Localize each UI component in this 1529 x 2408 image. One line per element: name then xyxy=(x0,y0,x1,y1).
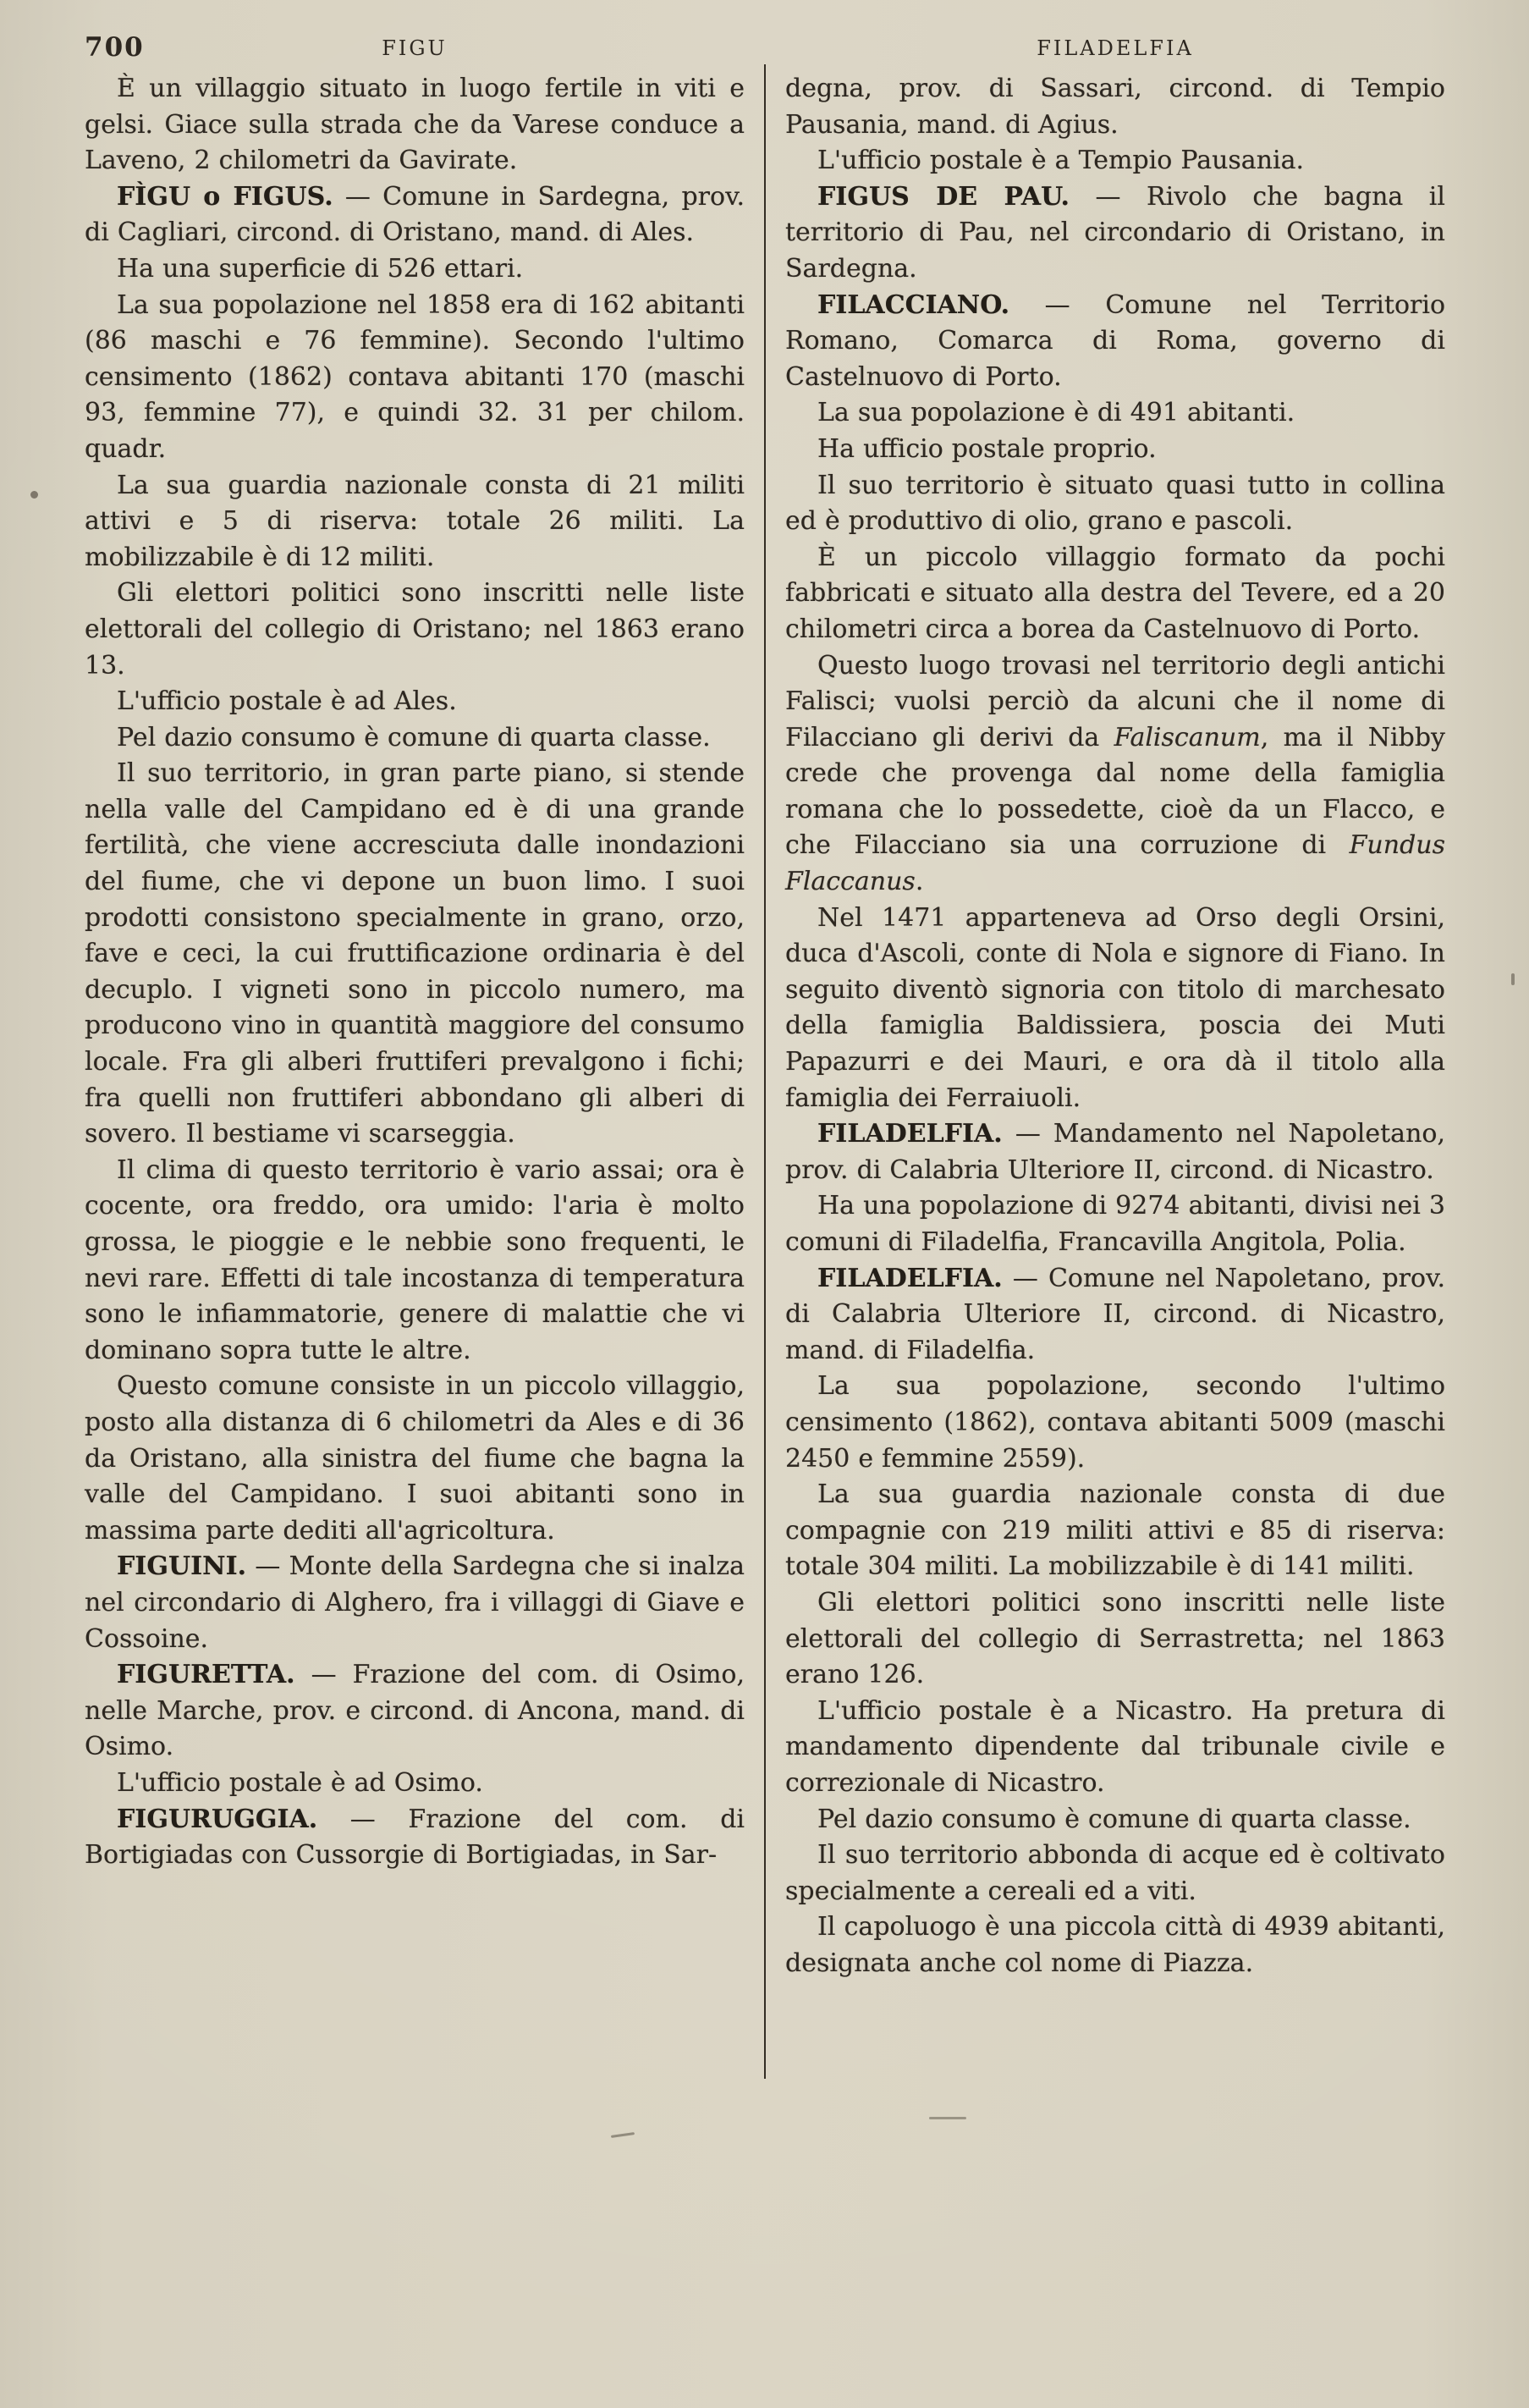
paragraph xyxy=(85,756,745,1153)
text-run: La sua guardia nazionale consta di due compagnie con 219 militi attivi e 85 di riserva: totale 304 militi. La mobilizzabile è di 141 militi. xyxy=(785,1480,1445,1582)
paragraph xyxy=(785,432,1445,468)
paragraph xyxy=(785,648,1445,901)
text-run: Ha una popolazione di 9274 abitanti, divisi nei 3 comuni di Filadelfia, Francavilla Angitola, Polia. xyxy=(785,1191,1445,1257)
paragraph xyxy=(785,1585,1445,1694)
paragraph xyxy=(785,468,1445,540)
running-head-right: FILADELFIA xyxy=(1037,36,1194,60)
text-run: La sua popolazione nel 1858 era di 162 abitanti (86 maschi e 76 femmine). Secondo l'ultimo censimento (1862) contava abitanti 170 (maschi 93, femmine 77), e quindi 32. 31 per chilom. quadr. xyxy=(85,289,745,464)
paragraph xyxy=(85,576,745,684)
paragraph xyxy=(85,684,745,720)
entry-headword: FIGURUGGIA. xyxy=(117,1804,318,1834)
text-run: Ha una superficie di 526 ettari. xyxy=(117,253,524,284)
text-run: Questo comune consiste in un piccolo villaggio, posto alla distanza di 6 chilometri da Ales e di 36 da Oristano, alla sinistra del fiume che bagna la valle del Campidano. I suoi abitanti sono in massima parte dediti all'agricoltura. xyxy=(85,1371,745,1546)
entry-headword: FIGUS DE PAU. xyxy=(817,181,1070,212)
paragraph xyxy=(785,1477,1445,1585)
text-run: — Monte della Sardegna che si inalza nel circondario di Alghero, fra i villaggi di Giave e Cossoine. xyxy=(85,1551,745,1654)
scan-speck xyxy=(1511,973,1515,985)
paragraph xyxy=(785,1802,1445,1838)
text-run: Il suo territorio, in gran parte piano, si stende nella valle del Campidano ed è di una grande fertilità, che viene accresciuta dalle inondazioni del fiume, che vi depone un buon limo. I suoi prodotti consistono specialmente in grano, orzo, fave e ceci, la cui fruttificazione ordinaria è del decuplo. I vigneti sono in piccolo numero, ma producono vino in quantità maggiore del consumo locale. Fra gli alberi fruttiferi prevalgono i fichi; fra quelli non fruttiferi abbondano gli alberi di sovero. Il bestiame vi scarseggia. xyxy=(85,758,745,1149)
text-run: Gli elettori politici sono inscritti nelle liste elettorali del collegio di Serrastretta; nel 1863 erano 126. xyxy=(785,1587,1445,1690)
paragraph xyxy=(85,251,745,288)
text-run: Il clima di questo territorio è vario assai; ora è cocente, ora freddo, ora umido: l'aria è molto grossa, le pioggie e le nebbie sono frequenti, le nevi rare. Effetti di tale incostanza di temperatura sono le infiammatorie, genere di malattie che vi dominano sopra tutte le altre. xyxy=(85,1154,745,1365)
text-run: . xyxy=(915,867,924,897)
paragraph xyxy=(85,720,745,757)
entry-paragraph xyxy=(85,1802,745,1874)
paragraph xyxy=(785,1188,1445,1260)
text-run: , ma il Nibby crede che provenga dal nome della famiglia romana che lo possedette, cioè da un Flacco, e che Filacciano sia una corruzione di xyxy=(785,722,1446,861)
right-column xyxy=(785,71,1445,1981)
paragraph xyxy=(85,1369,745,1549)
text-run: — Comune nel Territorio Romano, Comarca di Roma, governo di Castelnuovo di Porto. xyxy=(785,289,1445,392)
text-run: — Frazione del com. di Bortigiadas con Cussorgie di Bortigiadas, in Sar- xyxy=(85,1804,745,1871)
text-run: Ha ufficio postale proprio. xyxy=(817,433,1157,464)
entry-headword: FILADELFIA. xyxy=(817,1119,1003,1149)
text-run: Nel 1471 apparteneva ad Orso degli Orsini, duca d'Ascoli, conte di Nola e signore di Fiano. In seguito diventò signoria con titolo di marchesato della famiglia Baldissiera, poscia dei Muti Papazurri e dei Mauri, e ora dà il titolo alla famiglia dei Ferraiuoli. xyxy=(785,902,1445,1113)
text-run: L'ufficio postale è ad Osimo. xyxy=(117,1767,483,1798)
scan-mark xyxy=(929,2117,966,2119)
paragraph xyxy=(85,288,745,468)
left-column xyxy=(85,71,745,1981)
text-columns xyxy=(85,71,1445,1981)
text-run: Gli elettori politici sono inscritti nelle liste elettorali del collegio di Oristano; nel 1863 erano 13. xyxy=(85,578,745,681)
text-run: — Rivolo che bagna il territorio di Pau, nel circondario di Oristano, in Sardegna. xyxy=(785,181,1445,284)
paragraph xyxy=(85,71,745,179)
entry-headword: FÌGU o FIGUS. xyxy=(117,181,333,212)
scan-speck xyxy=(30,491,38,499)
paragraph xyxy=(785,901,1445,1117)
italic-text: Fundus Flaccanus xyxy=(785,830,1445,897)
paragraph xyxy=(85,1766,745,1802)
entry-paragraph xyxy=(785,288,1445,396)
text-run: Questo luogo trovasi nel territorio degli antichi Falisci; vuolsi perciò da alcuni che il nome di Filacciano gli derivi da xyxy=(785,650,1445,752)
paragraph xyxy=(785,71,1445,143)
text-run: Pel dazio consumo è comune di quarta classe. xyxy=(117,722,711,752)
entry-paragraph xyxy=(785,179,1445,288)
text-run: — Comune nel Napoletano, prov. di Calabria Ulteriore II, circond. di Nicastro, mand. di Filadelfia. xyxy=(785,1263,1445,1365)
entry-paragraph xyxy=(85,179,745,251)
text-run: L'ufficio postale è a Nicastro. Ha pretura di mandamento dipendente dal tribunale civile e correzionale di Nicastro. xyxy=(785,1695,1445,1798)
entry-paragraph xyxy=(85,1549,745,1657)
paragraph xyxy=(785,1694,1445,1802)
entry-paragraph xyxy=(785,1116,1445,1188)
text-run: La sua popolazione, secondo l'ultimo censimento (1862), contava abitanti 5009 (maschi 2450 e femmine 2559). xyxy=(785,1371,1445,1474)
paragraph xyxy=(785,395,1445,432)
entry-headword: FIGURETTA. xyxy=(117,1660,295,1690)
running-header xyxy=(85,32,1445,66)
italic-text: Faliscanum xyxy=(1114,722,1261,752)
running-head-left: FIGU xyxy=(382,36,448,60)
text-run: Il capoluogo è una piccola città di 4939 abitanti, designata anche col nome di Piazza. xyxy=(785,1912,1445,1978)
text-run: La sua popolazione è di 491 abitanti. xyxy=(817,398,1295,428)
page-number: 700 xyxy=(85,32,145,63)
text-run: L'ufficio postale è a Tempio Pausania. xyxy=(817,146,1305,176)
text-run: Pel dazio consumo è comune di quarta classe. xyxy=(817,1804,1411,1834)
entry-headword: FILADELFIA. xyxy=(817,1263,1003,1293)
entry-headword: FILACCIANO. xyxy=(817,289,1010,320)
text-run: È un piccolo villaggio formato da pochi fabbricati e situato alla destra del Tevere, ed a 20 chilometri circa a borea da Castelnuovo di Porto. xyxy=(785,542,1445,644)
paragraph xyxy=(785,1838,1445,1909)
text-run: Il suo territorio abbonda di acque ed è coltivato specialmente a cereali ed a viti. xyxy=(785,1840,1445,1906)
paragraph xyxy=(85,1153,745,1369)
text-run: Il suo territorio è situato quasi tutto in collina ed è produttivo di olio, grano e pascoli. xyxy=(785,470,1445,537)
paragraph xyxy=(785,1369,1445,1477)
entry-paragraph xyxy=(85,1657,745,1766)
text-run: — Mandamento nel Napoletano, prov. di Calabria Ulteriore II, circond. di Nicastro. xyxy=(785,1119,1445,1185)
text-run: La sua guardia nazionale consta di 21 militi attivi e 5 di riserva: totale 26 militi. La mobilizzabile è di 12 militi. xyxy=(85,470,745,572)
scan-mark xyxy=(611,2132,635,2138)
entry-headword: FIGUINI. xyxy=(117,1551,247,1582)
entry-paragraph xyxy=(785,1261,1445,1369)
text-run: — Frazione del com. di Osimo, nelle Marche, prov. e circond. di Ancona, mand. di Osimo. xyxy=(85,1660,745,1762)
text-run: L'ufficio postale è ad Ales. xyxy=(117,686,457,717)
paragraph xyxy=(785,143,1445,179)
text-run: È un villaggio situato in luogo fertile in viti e gelsi. Giace sulla strada che da Varese conduce a Laveno, 2 chilometri da Gavirate. xyxy=(85,74,745,176)
paragraph xyxy=(785,540,1445,648)
paragraph xyxy=(785,1909,1445,1981)
paragraph xyxy=(85,468,745,576)
text-run: degna, prov. di Sassari, circond. di Tempio Pausania, mand. di Agius. xyxy=(785,74,1445,140)
text-run: — Comune in Sardegna, prov. di Cagliari, circond. di Oristano, mand. di Ales. xyxy=(85,181,745,248)
